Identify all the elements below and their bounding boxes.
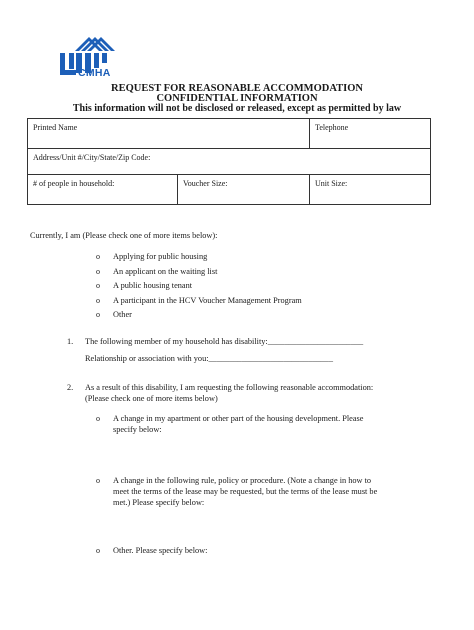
checkbox-tenant[interactable]: o [96, 281, 100, 290]
q1-number: 1. [67, 337, 74, 346]
address-label: Address/Unit #/City/State/Zip Code: [33, 153, 151, 162]
option-applying-label: Applying for public housing [113, 252, 208, 261]
checkbox-applying[interactable]: o [96, 252, 100, 261]
form-subtitle-confidential: CONFIDENTIAL INFORMATION [156, 93, 318, 104]
address-field[interactable] [28, 149, 431, 175]
option-hcv-participant-label: A participant in the HCV Voucher Management Program [113, 296, 302, 305]
option-rule-change-line3: met.) Please specify below: [113, 498, 205, 507]
logo-text: CMHA [78, 67, 111, 79]
printed-name-field[interactable] [28, 119, 310, 149]
unit-size-field[interactable] [310, 175, 431, 205]
q1-relationship[interactable]: Relationship or association with you:______________________________ [85, 354, 333, 363]
checkbox-rule-change[interactable]: o [96, 476, 100, 485]
q2-number: 2. [67, 383, 74, 392]
option-rule-change-line1: A change in the following rule, policy or procedure. (Note a change in how to [113, 476, 372, 485]
disclosure-notice: This information will not be disclosed or released, except as permitted by law [72, 103, 402, 114]
unit-size-label: Unit Size: [315, 179, 348, 188]
option-tenant-label: A public housing tenant [113, 281, 193, 290]
checkbox-hcv-participant[interactable]: o [96, 296, 100, 305]
checkbox-other-status[interactable]: o [96, 310, 100, 319]
telephone-field[interactable] [310, 119, 431, 149]
checkbox-apartment-change[interactable]: o [96, 414, 100, 423]
voucher-size-label: Voucher Size: [183, 179, 228, 188]
form-title: REQUEST FOR REASONABLE ACCOMMODATION [111, 83, 363, 94]
option-apartment-change-line1: A change in my apartment or other part of the housing development. Please [113, 414, 364, 423]
option-other-status-label: Other [113, 310, 132, 319]
household-count-field[interactable] [28, 175, 178, 205]
q1-disability-member[interactable]: The following member of my household has disability:_______________________ [85, 337, 364, 346]
voucher-size-field[interactable] [178, 175, 310, 205]
checkbox-waiting-list[interactable]: o [96, 267, 100, 276]
household-count-label: # of people in household: [33, 179, 115, 188]
option-rule-change-line2: meet the terms of the lease may be requested, but the terms of the lease must be [113, 487, 378, 496]
option-apartment-change-line2: specify below: [113, 425, 162, 434]
applicant-info-table [27, 118, 431, 205]
status-prompt: Currently, I am (Please check one of more items below): [30, 231, 218, 240]
printed-name-label: Printed Name [33, 123, 78, 132]
checkbox-other-accommodation[interactable]: o [96, 546, 100, 555]
option-other-accommodation-label: Other. Please specify below: [113, 546, 208, 555]
option-waiting-list-label: An applicant on the waiting list [113, 267, 218, 276]
q2-text-line2: (Please check one of more items below) [85, 394, 218, 403]
telephone-label: Telephone [315, 123, 349, 132]
q2-text-line1: As a result of this disability, I am requesting the following reasonable accommodation: [85, 383, 374, 392]
